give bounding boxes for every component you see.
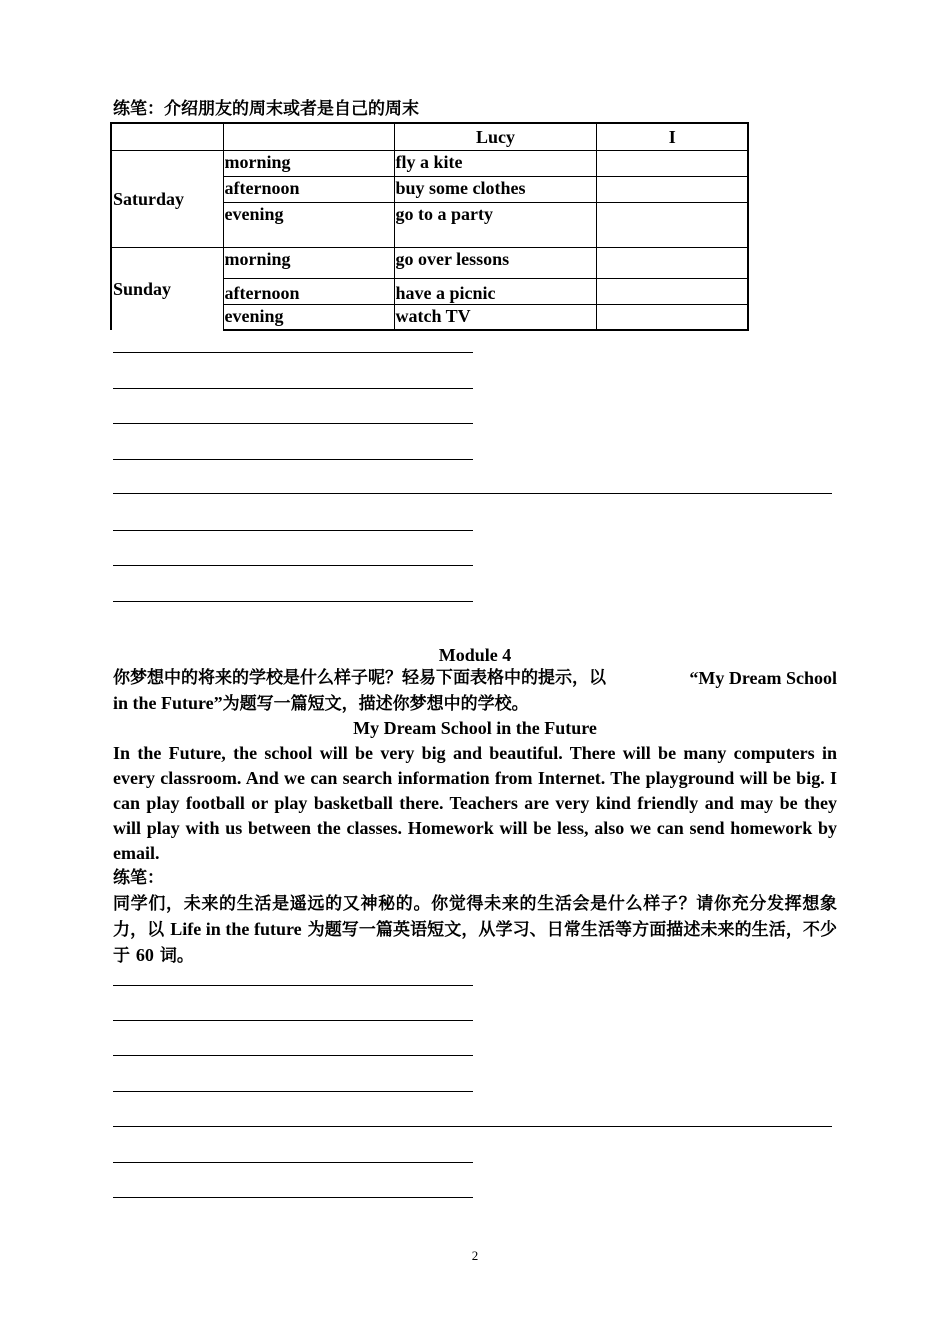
exercise-heading: 练笔：介绍朋友的周末或者是自己的周末 (113, 99, 419, 119)
my-activity-cell[interactable] (596, 176, 748, 202)
writing-line[interactable] (113, 985, 473, 986)
practice-cn-part-2: 为题写一篇英语短文，从学习、日常生活等方面描述未来的生活，不少于 (113, 920, 837, 966)
time-cell: evening (223, 304, 394, 330)
writing-line[interactable] (113, 352, 473, 353)
practice-label: 练笔： (113, 868, 164, 888)
lucy-activity-cell: watch TV (394, 304, 596, 330)
practice-prompt (113, 891, 837, 969)
my-activity-cell[interactable] (596, 304, 748, 330)
prompt-en-part-1: “My Dream School (689, 668, 837, 688)
header-cell-lucy: Lucy (394, 123, 596, 150)
time-cell: evening (223, 202, 394, 247)
time-cell: morning (223, 247, 394, 278)
lucy-activity-cell: go over lessons (394, 247, 596, 278)
day-cell-saturday: Saturday (111, 150, 223, 247)
time-cell: afternoon (223, 176, 394, 202)
practice-word-count: 60 (135, 945, 154, 965)
writing-line[interactable] (113, 1020, 473, 1021)
prompt-en-part-2: in the Future” (113, 693, 223, 713)
writing-line[interactable] (113, 493, 832, 494)
practice-cn-part-3: 词。 (153, 946, 194, 966)
day-cell-sunday: Sunday (111, 247, 223, 330)
essay-title: My Dream School in the Future (353, 718, 597, 738)
prompt-cn-part-2: 为题写一篇短文，描述你梦想中的学校。 (222, 694, 529, 714)
writing-line[interactable] (113, 1091, 473, 1092)
writing-line[interactable] (113, 565, 473, 566)
essay-body: In the Future, the school will be very big and beautiful. There will be many computers in every classroom. And we can search information from Internet. The playground will be big. I can play football or play basketball there. Teachers are very kind friendly and may be they will play with us between the classes. Homework will be less, also we can send homework by email. (113, 743, 837, 863)
table-row (111, 247, 748, 278)
header-cell-blank-2 (223, 123, 394, 150)
writing-line[interactable] (113, 423, 473, 424)
my-activity-cell[interactable] (596, 247, 748, 278)
lucy-activity-cell: fly a kite (394, 150, 596, 176)
writing-line[interactable] (113, 530, 473, 531)
header-cell-i: I (596, 123, 748, 150)
header-cell-blank-1 (111, 123, 223, 150)
module-title: Module 4 (438, 645, 512, 665)
table-header-row (111, 123, 748, 150)
table-row (111, 150, 748, 176)
module-prompt (113, 666, 837, 717)
writing-line[interactable] (113, 459, 473, 460)
my-activity-cell[interactable] (596, 202, 748, 247)
writing-line[interactable] (113, 1162, 473, 1163)
weekend-table (110, 122, 749, 331)
writing-line[interactable] (113, 388, 473, 389)
my-activity-cell[interactable] (596, 278, 748, 304)
lucy-activity-cell: have a picnic (394, 278, 596, 304)
lucy-activity-cell: buy some clothes (394, 176, 596, 202)
writing-line[interactable] (113, 1126, 832, 1127)
prompt-cn-part-1: 你梦想中的将来的学校是什么样子呢？轻易下面表格中的提示，以 (113, 668, 606, 688)
lucy-activity-cell: go to a party (394, 202, 596, 247)
time-cell: afternoon (223, 278, 394, 304)
writing-line[interactable] (113, 1197, 473, 1198)
writing-line[interactable] (113, 1055, 473, 1056)
time-cell: morning (223, 150, 394, 176)
writing-line[interactable] (113, 601, 473, 602)
page-number: 2 (471, 1248, 479, 1263)
my-activity-cell[interactable] (596, 150, 748, 176)
practice-en-title: Life in the future (170, 919, 302, 939)
practice-cn-part-1: 同学们，未来的生活是遥远的又神秘的。你觉得未来的生活会是什么样子？请你充分发挥想象力，以 (113, 894, 837, 940)
